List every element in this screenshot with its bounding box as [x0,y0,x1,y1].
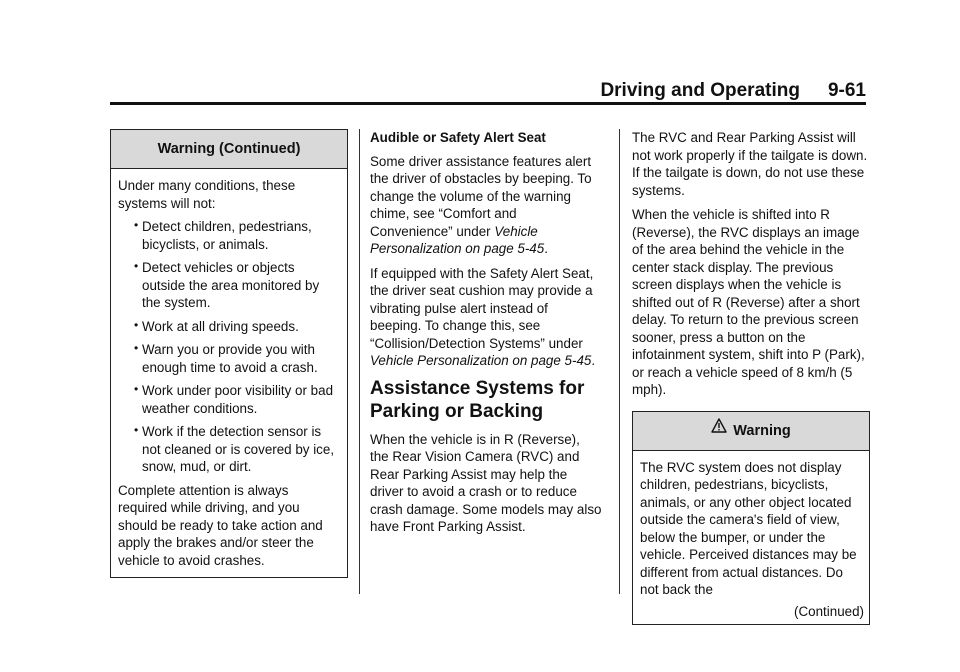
header-rule [110,102,866,105]
list-item: • Detect children, pedestrians, bicyclists, or animals. [134,218,312,252]
paragraph: The RVC and Rear Parking Assist will not work properly if the tailgate is down. If the tailgate is down, do not use these systems. [632,130,868,198]
column-2 [370,129,602,543]
bullet-icon: • [134,317,139,332]
bullet-icon: • [134,423,139,437]
column-3 [632,129,870,625]
warning-box-body [633,451,869,603]
section-title: Driving and Operating [600,80,800,101]
column-divider [359,129,360,594]
warning-triangle-icon [711,410,727,448]
warning-box-heading: Warning (Continued) [111,130,347,169]
warning-box [632,411,870,626]
warning-intro: Under many conditions, these systems will not: [118,178,296,211]
bullet-icon: • [134,341,139,355]
warning-closing: Complete attention is always required while driving, and you should be ready to take action and apply the brakes and/or steer the vehicle to avoid crashes. [118,482,323,568]
cross-reference-link[interactable]: Vehicle Personalization on page 5-45 [370,223,545,256]
section-heading: Assistance Systems for Parking or Backing [370,377,585,422]
bullet-icon: • [134,382,139,396]
paragraph: When the vehicle is shifted into R (Reverse), the RVC displays an image of the area behind the vehicle in the center stack display. The previous screen displays when the vehicle is shifted out of R (Reverse) after a short delay. To return to the previous screen sooner, press a button on the infotainment system, shift into P (Park), or reach a vehicle speed of 8 km/h (5 mph). [632,207,865,397]
list-item: • Warn you or provide you with enough time to avoid a crash. [134,341,318,375]
warning-box-heading: Warning [633,412,869,451]
list-item: • Work under poor visibility or bad weather conditions. [134,382,334,416]
paragraph: When the vehicle is in R (Reverse), the Rear Vision Camera (RVC) and Rear Parking Assist may help the driver to avoid a crash or to reduce crash damage. Some models may also have Front Parking Assist. [370,431,602,534]
list-item: • Detect vehicles or objects outside the area monitored by the system. [134,259,320,310]
cross-reference-link[interactable]: Vehicle Personalization on page 5-45 [370,353,592,368]
column-divider [619,129,620,594]
warning-box-continued [110,129,348,578]
paragraph: Some driver assistance features alert the driver of obstacles by beeping. To change the volume of the warning chime, see “Comfort and Convenience” under Vehicle Personalization on page 5-45. [370,153,592,256]
list-item: • Work if the detection sensor is not cleaned or is covered by ice, snow, mud, or dirt. [134,423,335,474]
column-1 [110,129,348,578]
list-item: • Work at all driving speeds. [134,317,299,334]
page-number: 9-61 [827,80,866,101]
page-header [110,80,866,102]
warning-bullet-list [118,218,340,476]
subheading-alert-seat: Audible or Safety Alert Seat [370,130,546,145]
bullet-icon: • [134,259,139,273]
bullet-icon: • [134,218,139,232]
warning-box-body [111,169,347,577]
continued-label: (Continued) [794,603,864,619]
warning-text: The RVC system does not display children, pedestrians, bicyclists, animals, or any other object located outside the camera's field of view, below the bumper, or under the vehicle. Perceived distances may be different from actual distances. Do not back the [640,459,857,597]
paragraph: If equipped with the Safety Alert Seat, the driver seat cushion may provide a vibrating pulse alert instead of beeping. To change this, see “Collision/Detection Systems” under Vehicle Personalization on page 5-45. [370,265,596,368]
